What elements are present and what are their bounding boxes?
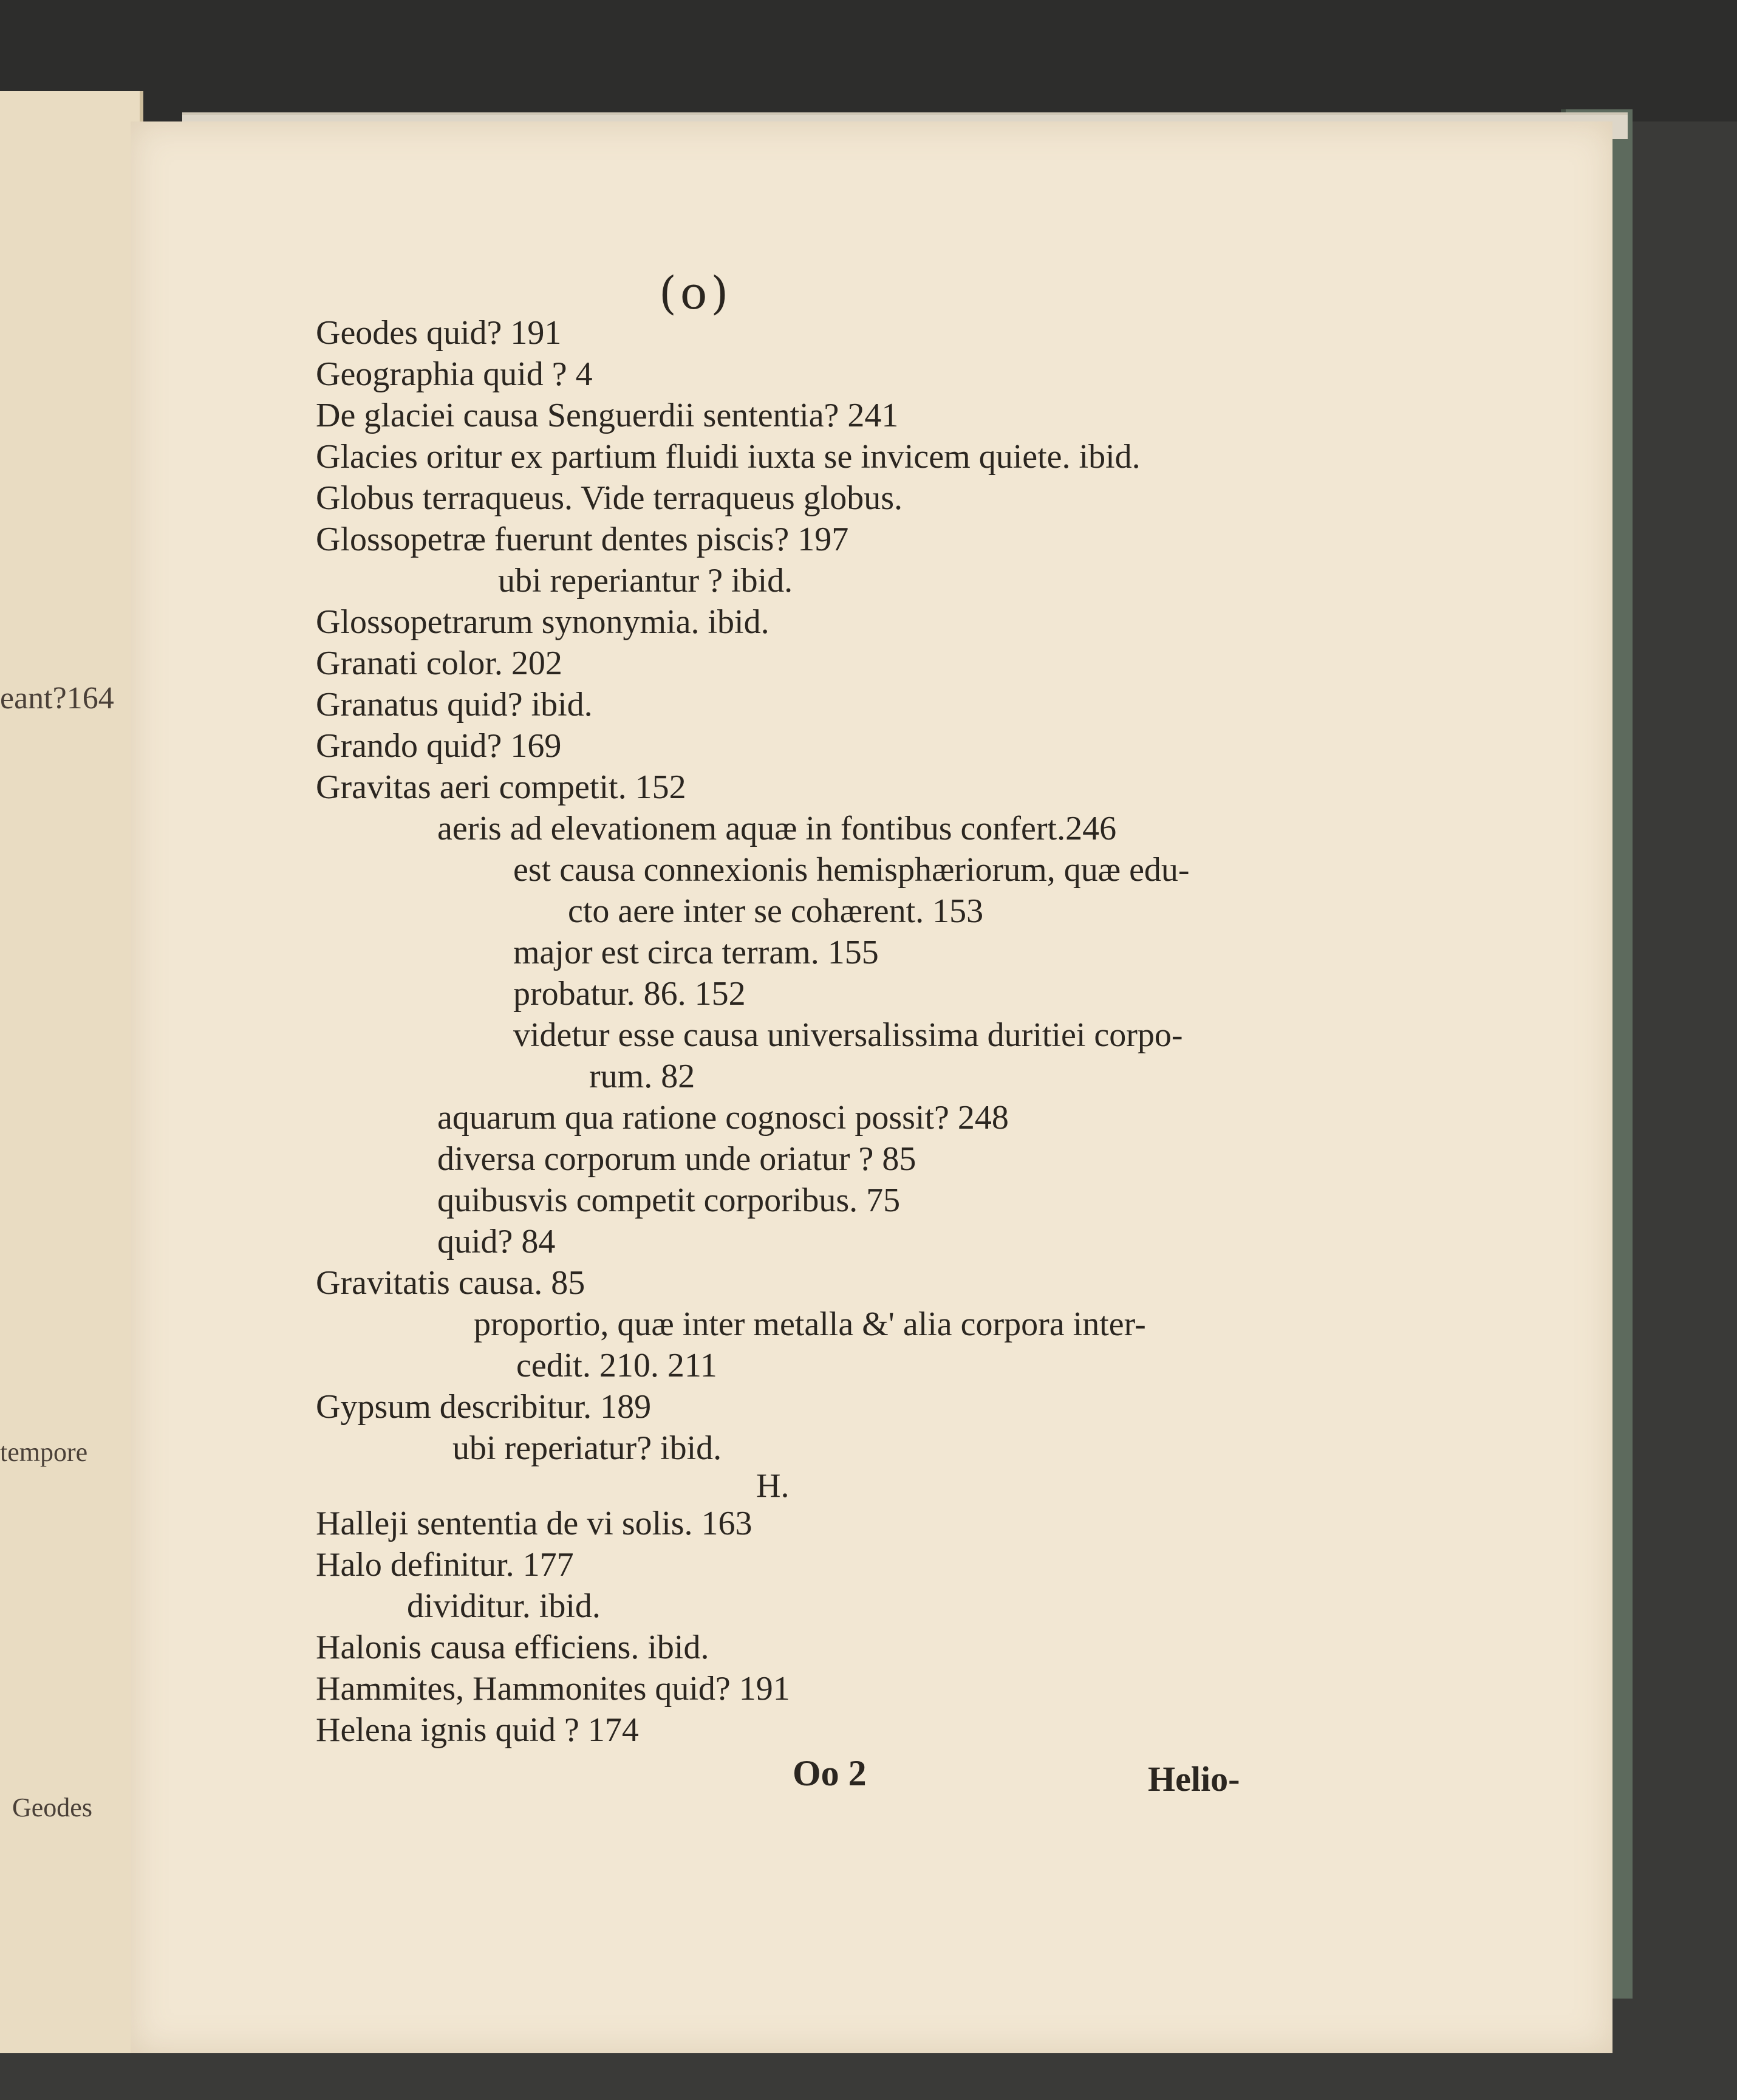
section-letter: H.: [756, 1467, 790, 1505]
left-fragment: eant?164: [0, 681, 114, 716]
index-entry: aquarum qua ratione cognosci possit? 248: [437, 1099, 1009, 1137]
left-fragment: Geodes: [12, 1793, 92, 1822]
index-entry: Gypsum describitur. 189: [316, 1388, 652, 1426]
left-fragment: tempore: [0, 1437, 88, 1467]
index-entry: Granati color. 202: [316, 645, 562, 682]
index-entry: rum. 82: [589, 1058, 695, 1095]
index-entry: Gravitas aeri competit. 152: [316, 768, 686, 806]
index-entry: Grando quid? 169: [316, 727, 562, 765]
signature-mark: Oo 2: [793, 1753, 867, 1793]
catchword: Helio-: [1148, 1759, 1240, 1799]
index-entry: Halo definitur. 177: [316, 1546, 574, 1584]
index-entry: Glacies oritur ex partium fluidi iuxta se invicem quiete. ibid.: [316, 438, 1141, 476]
index-entry: videtur esse causa universalissima duritiei corpo-: [513, 1016, 1183, 1054]
index-entry: aeris ad elevationem aquæ in fontibus confert.246: [437, 810, 1117, 847]
index-entry: cedit. 210. 211: [516, 1347, 717, 1384]
index-entry: quid? 84: [437, 1223, 556, 1260]
background: [0, 0, 1737, 121]
index-entry: Helena ignis quid ? 174: [316, 1711, 639, 1749]
index-entry: proportio, quæ inter metalla &' alia corpora inter-: [474, 1305, 1146, 1343]
index-entry: Geographia quid ? 4: [316, 355, 593, 393]
index-entry: major est circa terram. 155: [513, 934, 879, 971]
index-entry: Gravitatis causa. 85: [316, 1264, 585, 1302]
index-entry: Glossopetrarum synonymia. ibid.: [316, 603, 770, 641]
index-entry: ubi reperiatur? ibid.: [452, 1429, 722, 1467]
index-entry: Hammites, Hammonites quid? 191: [316, 1670, 790, 1708]
index-entry: De glaciei causa Senguerdii sententia? 241: [316, 397, 899, 434]
page-header: (o): [659, 267, 732, 320]
index-entry: Globus terraqueus. Vide terraqueus globus.: [316, 479, 903, 517]
index-entry: Halonis causa efficiens. ibid.: [316, 1629, 709, 1666]
index-entry: cto aere inter se cohærent. 153: [568, 892, 984, 930]
index-entry: quibusvis competit corporibus. 75: [437, 1182, 901, 1219]
index-entry: diversa corporum unde oriatur ? 85: [437, 1140, 916, 1178]
index-entry: Granatus quid? ibid.: [316, 686, 593, 723]
index-entry: est causa connexionis hemisphæriorum, quæ edu-: [513, 851, 1190, 889]
index-entry: ubi reperiantur ? ibid.: [498, 562, 793, 600]
index-entry: Geodes quid? 191: [316, 314, 562, 352]
index-entry: dividitur. ibid.: [407, 1587, 601, 1625]
index-entry: probatur. 86. 152: [513, 975, 746, 1013]
left-page: [0, 91, 143, 2053]
index-entry: Halleji sententia de vi solis. 163: [316, 1505, 752, 1542]
index-entry: Glossopetræ fuerunt dentes piscis? 197: [316, 521, 849, 558]
